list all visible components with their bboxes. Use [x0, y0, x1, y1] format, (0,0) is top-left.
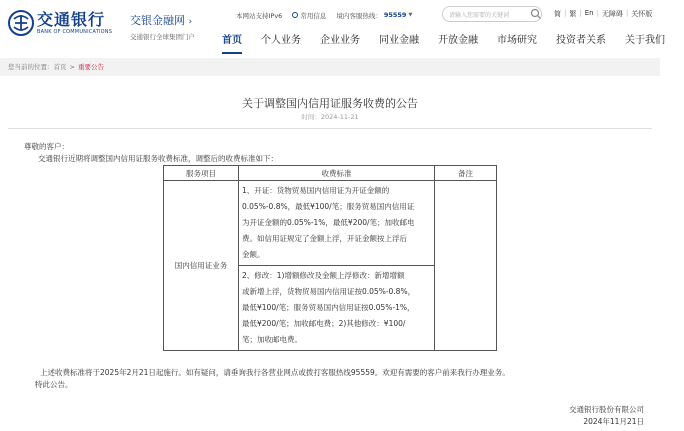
standard-line: 金额。 — [242, 250, 265, 259]
title-divider — [8, 128, 652, 129]
hotline-selector[interactable] — [336, 11, 412, 20]
article-body — [24, 141, 644, 165]
breadcrumb — [0, 58, 660, 76]
standard-line: 费。如信用证规定了金额上浮，开证金额按上浮后 — [242, 234, 407, 243]
note-cell — [435, 181, 497, 351]
accessibility-link[interactable]: 无障碍 — [601, 10, 623, 18]
search-placeholder: 请输入您需要的关键词 — [449, 11, 510, 19]
nav-open-finance[interactable]: 开放金融 — [438, 35, 478, 46]
breadcrumb-current[interactable]: 重要公告 — [77, 63, 104, 71]
service-cell: 国内信用证业务 — [164, 181, 239, 351]
standard-line: 最低¥100/笔；服务贸易国内信用证按0.05%-1%， — [242, 303, 415, 312]
nav-about-us[interactable]: 关于我们 — [625, 35, 665, 46]
fee-table — [163, 165, 497, 351]
common-info-label: 常用信息 — [300, 11, 327, 20]
signature-date: 2024年11月21日 — [583, 417, 644, 426]
bank-logo[interactable] — [8, 10, 112, 36]
lang-simplified[interactable]: 简 — [554, 10, 561, 18]
standard-line: 笔；加收邮电费。 — [242, 335, 302, 344]
hotline-number: 95559 — [383, 11, 407, 19]
nav-investor-relations[interactable]: 投资者关系 — [556, 35, 606, 46]
caret-down-icon: ▼ — [408, 12, 413, 18]
effective-notice — [35, 367, 510, 391]
portal-subtitle: 交通银行全球集团门户 — [130, 33, 195, 41]
portal-link[interactable] — [130, 14, 195, 41]
site-header — [0, 0, 665, 58]
common-info-link[interactable] — [292, 11, 326, 20]
bank-logo-icon — [8, 10, 34, 36]
hotline-label: 境内客服热线： — [336, 11, 382, 20]
intro-paragraph: 交通银行近期将调整国内信用证服务收费标准，调整后的收费标准如下： — [38, 154, 278, 163]
ipv6-notice: 本网站支持IPv6 — [236, 11, 283, 20]
signature-block — [569, 404, 644, 428]
breadcrumb-home[interactable]: 首页 — [53, 63, 67, 71]
header-note: 备注 — [435, 166, 497, 181]
page-title: 关于调整国内信用证服务收费的公告 — [242, 97, 418, 110]
logo-cn-text: 交通银行 — [37, 9, 106, 29]
search-input[interactable] — [442, 6, 542, 22]
publish-time: 时间：2024-11-21 — [301, 113, 359, 121]
signature-org: 交通银行股份有限公司 — [569, 405, 644, 414]
lang-english[interactable]: En — [584, 9, 594, 17]
chevron-right-icon: › — [188, 17, 193, 27]
top-utility-bar — [236, 9, 422, 21]
header-service: 服务项目 — [164, 166, 239, 181]
main-nav — [222, 30, 684, 54]
breadcrumb-label: 您当前的位置： — [8, 63, 54, 71]
portal-title: 交银金融网 — [130, 14, 185, 27]
nav-home[interactable]: 首页 — [222, 30, 242, 54]
info-icon — [292, 12, 298, 18]
language-switcher: 简 | 繁 | En | 无障碍 | 关怀版 — [554, 9, 653, 18]
table-header-row — [164, 166, 497, 181]
standard-line: 1、开证：货物贸易国内信用证为开证金额的 — [242, 186, 390, 195]
standard-cell-issuance — [239, 181, 435, 266]
lang-traditional[interactable]: 繁 — [569, 10, 577, 18]
standard-cell-amendment — [239, 266, 435, 351]
closing-line: 特此公告。 — [35, 380, 73, 389]
effective-paragraph: 上述收费标准将于2025年2月21日起施行。如有疑问，请垂询我行各营业网点或拨打客服热线95559。欢迎有需要的客户前来我行办理业务。 — [40, 368, 510, 377]
nav-market-research[interactable]: 市场研究 — [497, 35, 537, 46]
header-standard: 收费标准 — [239, 166, 435, 181]
standard-line: 0.05%-0.8%，最低¥100/笔；服务贸易国内信用证 — [242, 202, 415, 211]
care-mode-link[interactable]: 关怀版 — [631, 10, 653, 18]
nav-corporate[interactable]: 企业业务 — [320, 35, 360, 46]
standard-line: 为开证金额的0.05%-1%，最低¥200/笔；加收邮电 — [242, 218, 415, 227]
greeting: 尊敬的客户： — [24, 142, 69, 151]
standard-line: 或新增上浮，货物贸易国内信用证按0.05%-0.8%， — [242, 287, 416, 296]
nav-interbank[interactable]: 同业金融 — [379, 35, 419, 46]
nav-personal[interactable]: 个人业务 — [261, 35, 301, 46]
standard-line: 最低¥200/笔；加收邮电费；2)其他修改：¥100/ — [242, 319, 406, 328]
standard-line: 2、修改：1)增额修改及金额上浮修改：新增增额 — [242, 271, 405, 280]
logo-en-text: BANK OF COMMUNICATIONS — [37, 28, 113, 35]
table-row — [164, 181, 497, 266]
search-icon[interactable] — [530, 8, 542, 20]
breadcrumb-separator: > — [69, 63, 75, 71]
